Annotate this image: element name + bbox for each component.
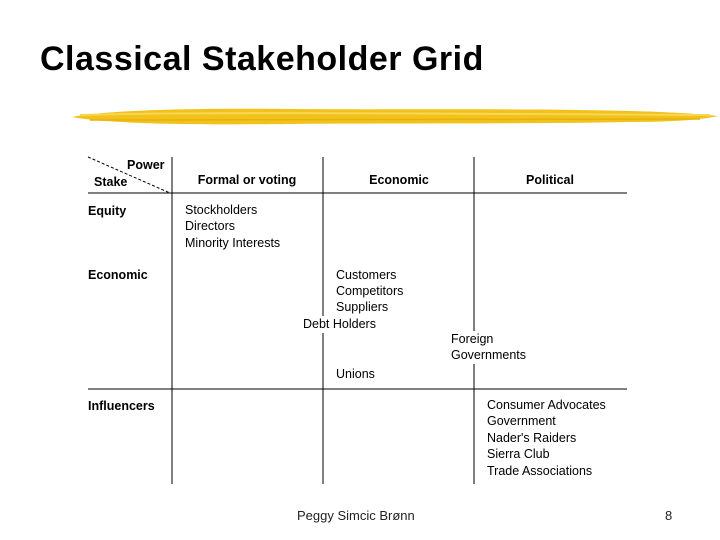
footer-author: Peggy Simcic Brønn — [297, 508, 415, 523]
row-header-economic: Economic — [88, 268, 148, 282]
cell-item-competitors: Competitors — [336, 284, 404, 298]
row-header-equity: Equity — [88, 204, 127, 218]
column-header-economic: Economic — [369, 173, 429, 187]
cell-item-foreign: Foreign — [451, 332, 494, 346]
cell-item-naders-raiders: Nader's Raiders — [487, 431, 577, 445]
corner-power-label: Power — [127, 158, 165, 172]
slide-title: Classical Stakeholder Grid — [40, 40, 484, 78]
cell-item-stockholders: Stockholders — [185, 203, 258, 217]
cell-item-minority-interests: Minority Interests — [185, 236, 281, 250]
cell-item-unions: Unions — [336, 367, 375, 381]
cell-item-sierra-club: Sierra Club — [487, 447, 550, 461]
cell-item-trade-associations: Trade Associations — [487, 464, 593, 478]
cell-item-customers: Customers — [336, 268, 397, 282]
cell-item-government: Government — [487, 414, 556, 428]
row-header-influencers: Influencers — [88, 399, 155, 413]
column-header-political: Political — [526, 173, 574, 187]
corner-stake-label: Stake — [94, 175, 128, 189]
cell-item-directors: Directors — [185, 219, 236, 233]
cell-item-debt-holders: Debt Holders — [303, 317, 376, 331]
cell-item-consumer-advocates: Consumer Advocates — [487, 398, 606, 412]
cell-item-suppliers: Suppliers — [336, 300, 389, 314]
page-number: 8 — [665, 508, 673, 523]
column-header-formal: Formal or voting — [197, 173, 297, 187]
cell-item-governments: Governments — [451, 348, 527, 362]
